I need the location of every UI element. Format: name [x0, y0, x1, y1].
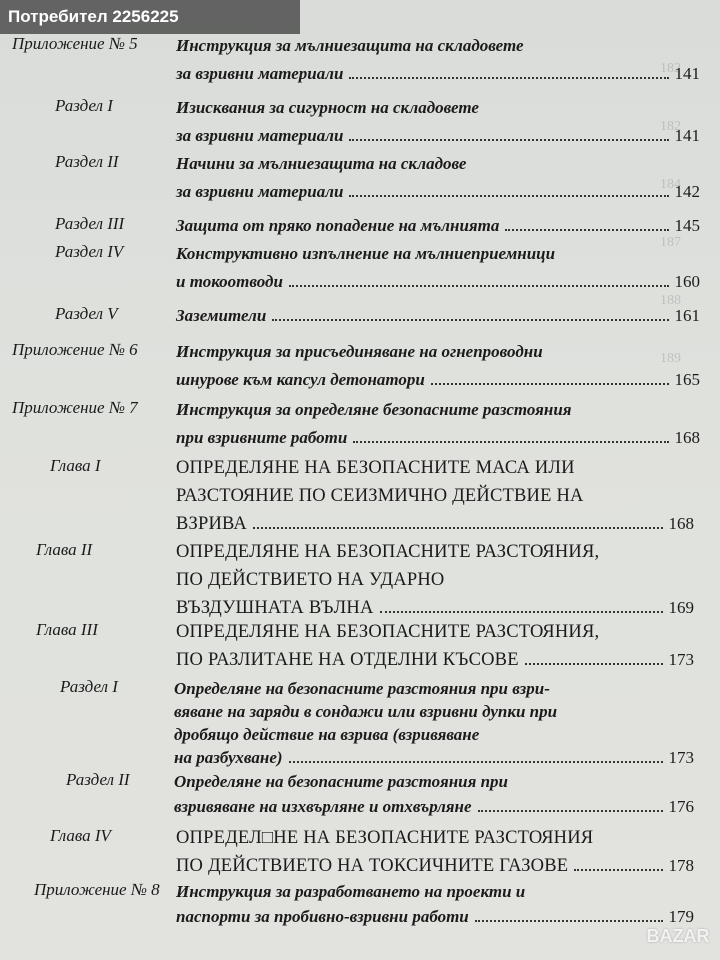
- toc-entry-title: за взривни материали: [176, 126, 344, 145]
- toc-entry-line: [174, 795, 694, 819]
- dot-leader: [349, 77, 668, 79]
- dot-leader: [272, 319, 668, 321]
- toc-entry-line: [176, 214, 700, 238]
- toc-entry-line: [176, 540, 599, 564]
- toc-page-number: 173: [668, 650, 694, 669]
- dot-leader: [380, 611, 663, 613]
- toc-page-number: 141: [674, 126, 700, 145]
- toc-entry-line: [176, 512, 694, 536]
- toc-entry-label: Глава IV: [50, 826, 111, 845]
- toc-page-number: 165: [674, 370, 700, 389]
- dot-leader: [353, 441, 668, 443]
- toc-entry-label: Раздел II: [55, 152, 119, 171]
- dot-leader: [574, 869, 662, 871]
- toc-entry-line: [176, 96, 479, 120]
- toc-page-number: 145: [674, 216, 700, 235]
- dot-leader: [349, 195, 668, 197]
- toc-entry-label: Раздел V: [55, 304, 118, 323]
- toc-entry-label: Раздел II: [66, 770, 130, 789]
- toc-entry-title: за взривни материали: [176, 182, 344, 201]
- toc-entry-title: ВЗРИВА: [176, 514, 247, 534]
- toc-entry-title: вяване на заряди в сондажи или взривни дупки при: [174, 702, 558, 721]
- dot-leader: [289, 761, 663, 763]
- toc-entry-label: Приложение № 7: [12, 398, 138, 417]
- toc-entry-title: Инструкция за мълниезащита на складовете: [176, 36, 524, 55]
- toc-entry-title: ПО ДЕЙСТВИЕТО НА УДАРНО: [176, 570, 445, 590]
- toc-page-number: 179: [668, 907, 694, 926]
- dot-leader: [431, 383, 669, 385]
- dot-leader: [475, 920, 663, 922]
- toc-entry-line: [176, 340, 543, 364]
- toc-entry-label: Раздел I: [55, 96, 113, 115]
- toc-entry-title: ОПРЕДЕЛЯНЕ НА БЕЗОПАСНИТЕ РАЗСТОЯНИЯ,: [176, 622, 600, 642]
- bazar-logo: BAZAR: [646, 926, 710, 946]
- toc-entry-line: [176, 34, 524, 58]
- toc-entry-title: взривяване на изхвърляне и отхвърляне: [174, 797, 472, 816]
- toc-page-number: 161: [674, 306, 700, 325]
- toc-entry-line: [176, 426, 700, 450]
- toc-entry-line: [174, 700, 557, 724]
- toc-page-number: 168: [668, 514, 694, 533]
- toc-page-number: 176: [668, 797, 694, 816]
- toc-entry-title: при взривните работи: [176, 428, 348, 447]
- toc-entry-line: [176, 304, 700, 328]
- toc-entry-title: Инструкция за присъединяване на огнепроводни: [176, 342, 543, 361]
- toc-entry-label: Приложение № 8: [34, 880, 160, 899]
- toc-entry-title: ВЪЗДУШНАТА ВЪЛНА: [176, 598, 374, 618]
- toc-entry-title: Определяне на безопасните разстояния при взри-: [174, 679, 550, 698]
- toc-entry-line: [176, 880, 525, 904]
- toc-entry-title: ПО РАЗЛИТАНЕ НА ОТДЕЛНИ КЪСОВЕ: [176, 650, 519, 670]
- toc-entry-line: [176, 826, 593, 850]
- toc-entry-label: Глава I: [50, 456, 101, 475]
- toc-entry-line: [176, 62, 700, 86]
- toc-page-number: 173: [668, 748, 694, 767]
- toc-entry-title: Инструкция за разработването на проекти и: [176, 882, 526, 901]
- toc-page-number: 168: [674, 428, 700, 447]
- toc-entry-line: [176, 568, 444, 592]
- toc-entry-title: Защита от пряко попадение на мълнията: [176, 216, 500, 235]
- toc-entry-line: [174, 770, 508, 794]
- toc-entry-line: [176, 456, 575, 480]
- toc-entry-title: ОПРЕДЕЛЯНЕ НА БЕЗОПАСНИТЕ РАЗСТОЯНИЯ,: [176, 542, 600, 562]
- toc-entry-title: Определяне на безопасните разстояния при: [174, 772, 509, 791]
- toc-entry-title: ОПРЕДЕЛ□НЕ НА БЕЗОПАСНИТЕ РАЗСТОЯНИЯ: [176, 828, 594, 848]
- toc-entry-title: ПО ДЕЙСТВИЕТО НА ТОКСИЧНИТЕ ГАЗОВЕ: [176, 856, 569, 876]
- toc-entry-title: дробящо действие на взрива (взривяване: [174, 725, 480, 744]
- toc-entry-title: Инструкция за определяне безопасните разстояния: [176, 400, 572, 419]
- toc-page-number: 178: [668, 856, 694, 875]
- toc-entry-line: [174, 723, 479, 747]
- toc-entry-line: [176, 152, 466, 176]
- toc-entry-line: [176, 180, 700, 204]
- toc-entry-line: [174, 677, 550, 701]
- toc-entry-title: Заземители: [176, 306, 267, 325]
- toc-entry-label: Раздел IV: [55, 242, 124, 261]
- toc-entry-title: РАЗСТОЯНИЕ ПО СЕИЗМИЧНО ДЕЙСТВИЕ НА: [176, 486, 584, 506]
- toc-page-number: 142: [674, 182, 700, 201]
- toc-entry-line: [176, 484, 584, 508]
- toc-entry-line: [174, 746, 694, 770]
- toc-entry-title: и токоотводи: [176, 272, 283, 291]
- toc-entry-line: [176, 242, 555, 266]
- toc-entry-label: Раздел III: [55, 214, 125, 233]
- dot-leader: [505, 229, 668, 231]
- toc-page-number: 160: [674, 272, 700, 291]
- dot-leader: [289, 285, 669, 287]
- toc-entry-label: Глава II: [36, 540, 93, 559]
- toc-entry-line: [176, 905, 694, 929]
- toc-entry-label: Глава III: [36, 620, 98, 639]
- toc-entry-line: [176, 124, 700, 148]
- toc-entry-title: Начини за мълниезащита на складове: [176, 154, 467, 173]
- toc-entry-line: [176, 648, 694, 672]
- toc-entry-line: [176, 620, 599, 644]
- facing-page-bleed: 182 182 184 187 188 189: [660, 61, 681, 366]
- toc-entry-label: Приложение № 6: [12, 340, 138, 359]
- toc-entry-line: [176, 368, 700, 392]
- dot-leader: [253, 527, 663, 529]
- dot-leader: [349, 139, 668, 141]
- toc-entry-line: [176, 398, 572, 422]
- toc-entry-label: Раздел I: [60, 677, 118, 696]
- toc-entry-title: Изисквания за сигурност на складовете: [176, 98, 479, 117]
- toc-entry-title: Конструктивно изпълнение на мълниеприемници: [176, 244, 556, 263]
- toc-entry-title: за взривни материали: [176, 64, 344, 83]
- toc-entry-title: паспорти за пробивно-взривни работи: [176, 907, 469, 926]
- dot-leader: [525, 663, 663, 665]
- toc-entry-label: Приложение № 5: [12, 34, 138, 53]
- dot-leader: [478, 810, 663, 812]
- toc-entry-title: ОПРЕДЕЛЯНЕ НА БЕЗОПАСНИТЕ МАСА ИЛИ: [176, 458, 575, 478]
- toc-entry-line: [176, 270, 700, 294]
- toc-entry-title: на разбухване): [174, 748, 283, 767]
- toc-page-number: 169: [668, 598, 694, 617]
- user-watermark: Потребител 2256225: [0, 0, 300, 34]
- toc-page-number: 141: [674, 64, 700, 83]
- toc-entry-line: [176, 596, 694, 620]
- toc-entry-line: [176, 854, 694, 878]
- toc-entry-title: шнурове към капсул детонатори: [176, 370, 425, 389]
